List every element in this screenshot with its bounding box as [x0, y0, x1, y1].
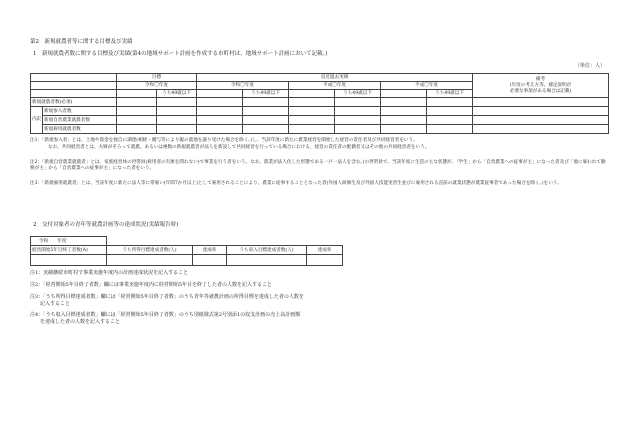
rate-2: 達成率 — [307, 246, 343, 255]
income-achievers: うち所得目標達成者数(人) — [107, 246, 193, 255]
new-farmers-table — [30, 73, 609, 134]
under49-target: うち49歳以下 — [157, 90, 197, 98]
head-target: 目標 — [117, 74, 197, 82]
remarks-sub2: 必要な事項がある場合は記載) — [509, 88, 572, 94]
note2-1: 注1：実績継続市町村で事業実施年度内の計画達成状況を記入すること — [30, 270, 189, 276]
unit-label: （単位：人） — [575, 63, 606, 69]
actual-year-3: 平成〇年度 — [381, 82, 473, 90]
under49-actual-3: うち49歳以下 — [427, 90, 473, 98]
note2-4: 注4：「うち収入目標達成者数」欄には「経営開始5年目終了者数」のうち別紙様式第2号別添1の収支計画の売上高計画額 — [30, 312, 301, 318]
note-2: 注2：「新規自営農業就農者」とは、家族経営体の世帯員(雇用者の有無を問わない)で事業を行う者をいう。なお、農業が法人化した形態である一戸一法人を含む。)の世帯員で、当該年度に生活の主な状態が、「学生」から「自営農業への従事が主」になった者及び「他に雇われて勤務が主」から「自営農業への従事が主」になった者をいう。 — [30, 160, 606, 172]
note-1b: なお、共同経営者とは、夫婦がそろって就農、あるいは複数の新規就農者が法人を新設して共同経営を行っている場合における、経営の責任者の配偶者又はその他の共同経営者をいう。 — [48, 145, 430, 150]
under49-actual-2: うち49歳以下 — [335, 90, 381, 98]
rate-1: 達成率 — [193, 246, 227, 255]
row-label-entrants: 新規参入者数 — [43, 107, 117, 116]
note2-4b: を達成した者の人数を記入すること — [30, 319, 121, 325]
row-total-label: 新規就農者数(必須) — [31, 98, 117, 107]
revenue-achievers: うち収入目標達成者数(人) — [227, 246, 307, 255]
note-1: 注1：「新規参入者」とは、土地や資金を独自に調達(相続・贈与等により親の農地を譲り受けた場合を除く。)し、当該年度に新たに農業経営を開始した経営の責任者及び共同経営者をいう。 — [30, 138, 418, 143]
actual-year-2: 平成〇年度 — [289, 82, 381, 90]
section-subtitle: 1 新規就農者数に関する目標及び実績(第4の地域サポート計画を作成する市町村は、地域サポート計画において記載。) — [33, 51, 328, 57]
achievement-table — [30, 236, 343, 266]
remarks-header — [473, 74, 609, 98]
note2-3b: 記入すること — [30, 301, 71, 307]
note2-3: 注3：「うち所得目標達成者数」欄には「経営開始5年目終了者数」のうち青年等就農計画の所得目標を達成した者の人数を — [30, 294, 304, 300]
remarks-title: 備考 — [535, 76, 546, 82]
breakdown-label: 内訳 — [31, 107, 43, 134]
remarks-sub1: (年度の考え方等、補足説明が — [509, 82, 572, 88]
actual-year-1: 令和〇年度 — [197, 82, 289, 90]
note-3: 注3：「新規雇用就農者」とは、当該年度に新たに法人等に常雇い(年間7か月以上)として雇用されることにより、農業に従事することとなった者(外国人研修生及び外国人技能実習生並びに雇用される直前の就業状態が農業従事者であった場合を除く。)をいう。 — [30, 181, 562, 186]
under49-actual-1: うち49歳以下 — [243, 90, 289, 98]
head-actual: 直近過去実績 — [197, 74, 473, 82]
section-title: 第2 新規就農者等に関する目標及び実績 — [30, 39, 133, 45]
count-label: 経営開始5年目終了者数(A) — [31, 246, 107, 255]
year-label: 令和 年度 — [31, 237, 107, 246]
row-label-employed: 新規雇用就農者数 — [43, 125, 117, 134]
target-year: 令和〇年度 — [117, 82, 197, 90]
section2-title: 2 交付対象者の青年等就農計画等の達成状況(実績報告時) — [33, 222, 179, 228]
note2-2: 注2：「経営開始5年目終了者数」欄には事業実施年度内に経営開始5年目を終了した者の人数を記入すること — [30, 282, 273, 288]
row-label-self-employed: 新規自営農業就農者数 — [43, 116, 117, 125]
